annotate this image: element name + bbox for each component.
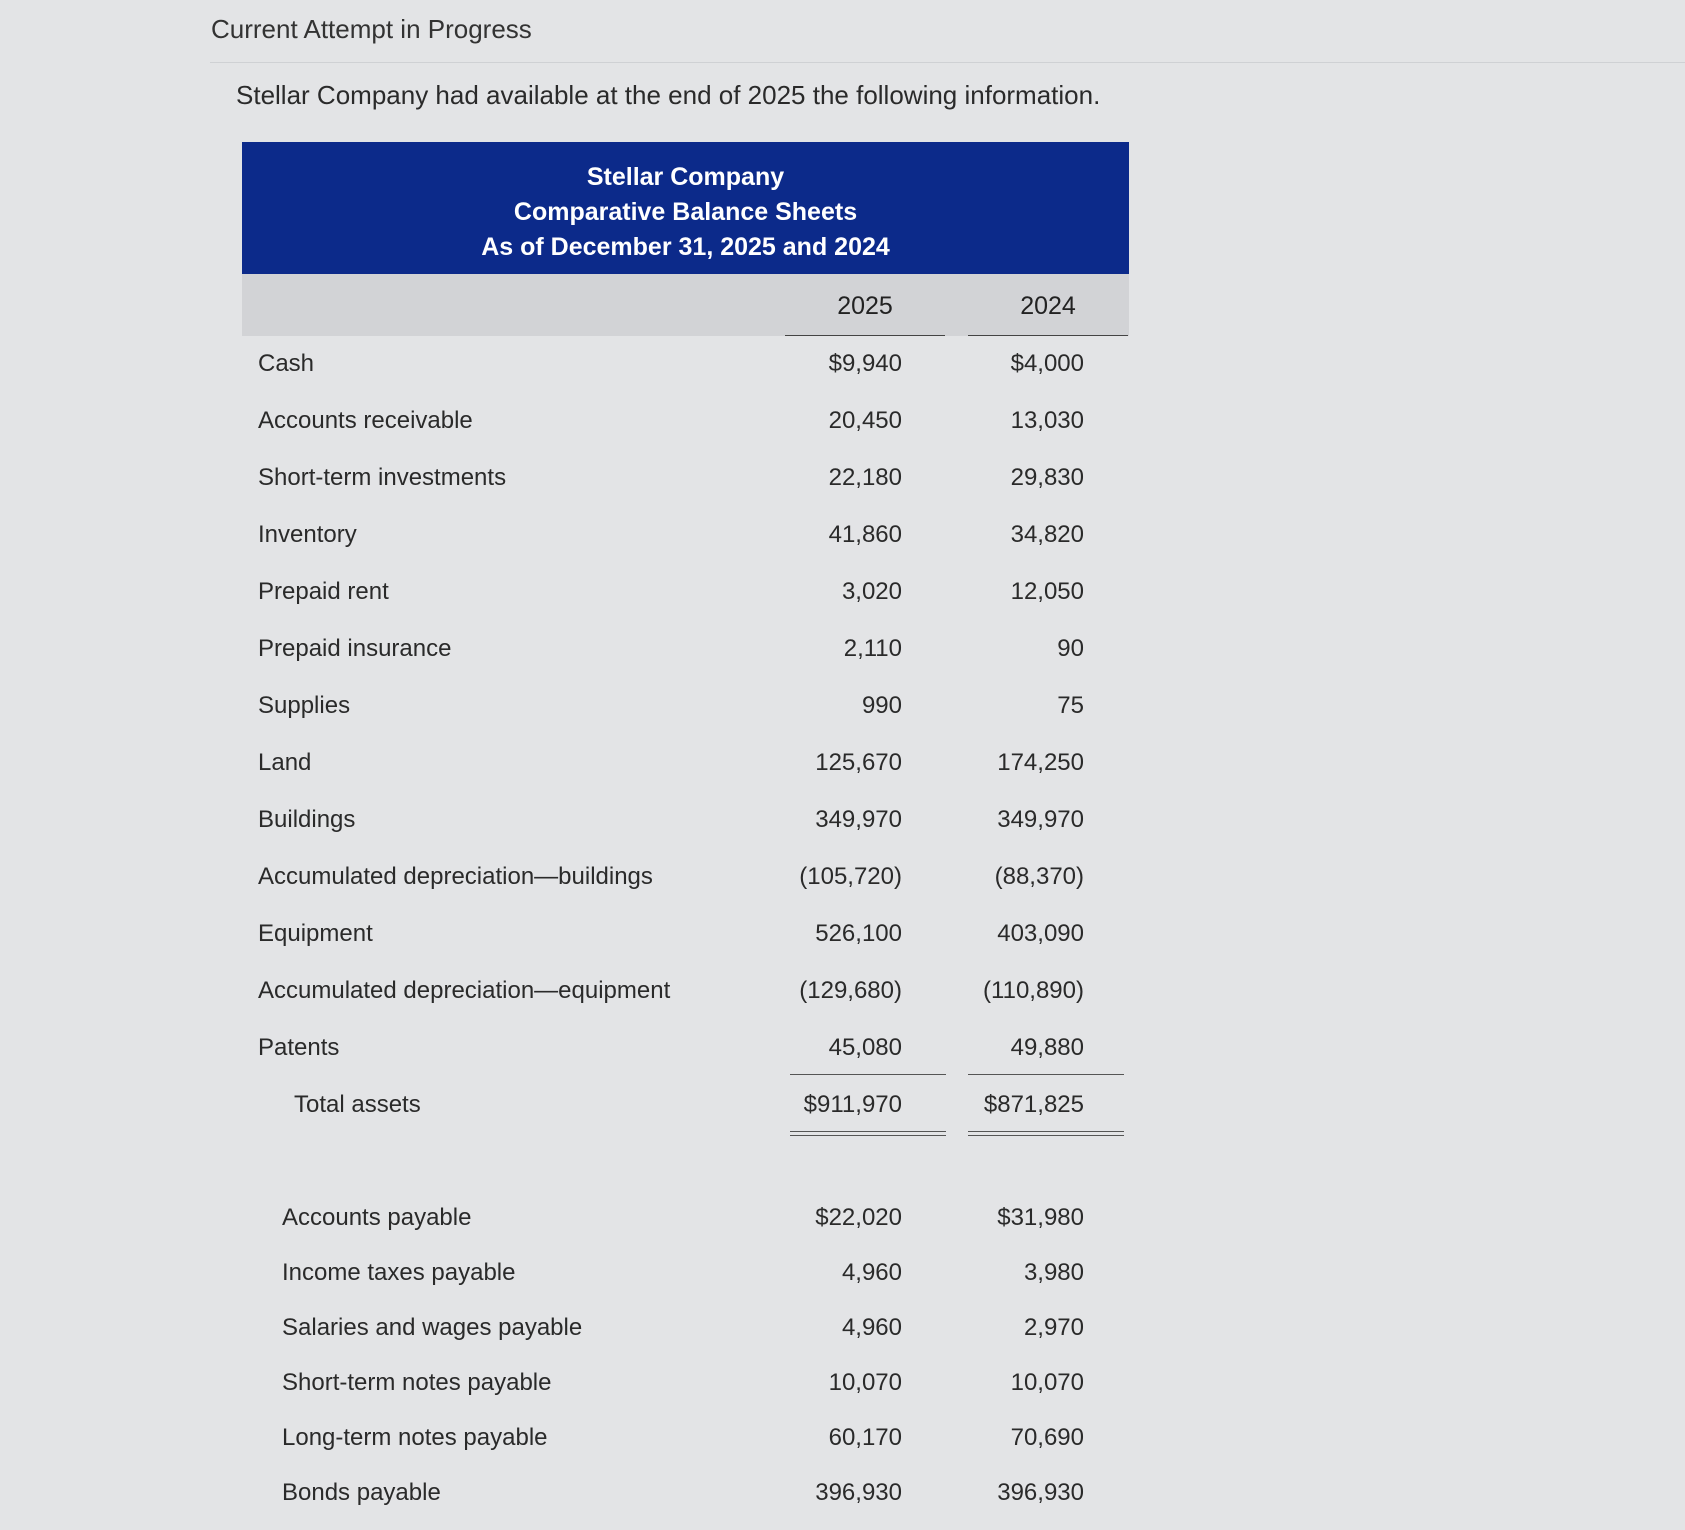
value-2025: 41,860 (828, 521, 902, 548)
value-2024: 2,970 (1023, 1314, 1084, 1341)
value-2024: 3,980 (1023, 1259, 1084, 1286)
value-2025: 45,080 (828, 1034, 902, 1061)
value-2025: 60,170 (828, 1424, 902, 1451)
double-rule (790, 1135, 946, 1136)
row-label: Inventory (258, 521, 357, 548)
value-2025: 526,100 (815, 920, 902, 947)
value-2024: 49,880 (1010, 1034, 1084, 1061)
value-2024: 396,930 (997, 1479, 1084, 1506)
question-intro-text: Stellar Company had available at the end of 2025 the following information. (236, 80, 1101, 110)
row-label: Cash (258, 350, 315, 377)
table-row (242, 735, 1129, 792)
table-row (242, 507, 1129, 564)
row-label: Prepaid rent (258, 578, 389, 605)
liabilities-section (242, 1190, 1129, 1520)
column-header-2025: 2025 (837, 292, 893, 320)
value-2024: 403,090 (997, 920, 1084, 947)
value-2024: 29,830 (1010, 464, 1084, 491)
value-2024: 13,030 (1010, 407, 1084, 434)
row-label: Long-term notes payable (282, 1424, 548, 1451)
table-row (242, 963, 1129, 1020)
value-2024: 12,050 (1010, 578, 1084, 605)
value-2024: 90 (1057, 635, 1084, 662)
value-2025: (105,720) (799, 863, 902, 890)
row-label: Land (258, 749, 312, 776)
value-2024: $31,980 (997, 1204, 1084, 1231)
value-2025: 396,930 (815, 1479, 902, 1506)
row-label: Accumulated depreciation—buildings (258, 863, 653, 890)
table-row (242, 393, 1129, 450)
attempt-status-label: Current Attempt in Progress (211, 14, 532, 44)
row-label: Short-term notes payable (282, 1369, 552, 1396)
table-row (242, 450, 1129, 507)
statement-date: As of December 31, 2025 and 2024 (481, 233, 890, 261)
table-row (242, 621, 1129, 678)
value-2025: 4,960 (841, 1259, 902, 1286)
value-2025: 10,070 (828, 1369, 902, 1396)
table-row (242, 1020, 1129, 1077)
value-2024: 174,250 (997, 749, 1084, 776)
value-2024: 70,690 (1010, 1424, 1084, 1451)
value-2025: (129,680) (799, 977, 902, 1004)
value-2024: 75 (1057, 692, 1084, 719)
row-label: Buildings (258, 806, 356, 833)
value-2025: 4,960 (841, 1314, 902, 1341)
value-2025: $9,940 (828, 350, 902, 377)
table-row (242, 678, 1129, 735)
table-row (242, 1410, 1129, 1465)
row-label: Accounts receivable (258, 407, 473, 434)
table-row (242, 792, 1129, 849)
company-name: Stellar Company (586, 163, 785, 191)
value-2025: 990 (861, 692, 902, 719)
balance-sheet-header (242, 142, 1129, 274)
row-label: Prepaid insurance (258, 635, 452, 662)
value-2024: (88,370) (994, 863, 1084, 890)
value-2024: 10,070 (1010, 1369, 1084, 1396)
subtotal-rule (790, 1074, 946, 1075)
row-label: Bonds payable (282, 1479, 441, 1506)
table-row (242, 1465, 1129, 1520)
table-row (242, 906, 1129, 963)
row-label: Salaries and wages payable (282, 1314, 583, 1341)
value-2024: 349,970 (997, 806, 1084, 833)
value-2025: 22,180 (828, 464, 902, 491)
row-label: Total assets (294, 1091, 421, 1118)
value-2024: 34,820 (1010, 521, 1084, 548)
column-header-2024: 2024 (1020, 292, 1076, 320)
total-assets-row (242, 1077, 1129, 1134)
statement-title: Comparative Balance Sheets (513, 198, 858, 226)
value-2025: 20,450 (828, 407, 902, 434)
table-row (242, 1300, 1129, 1355)
row-label: Accounts payable (282, 1204, 472, 1231)
value-2025: $22,020 (815, 1204, 902, 1231)
row-label: Equipment (258, 920, 373, 947)
row-label: Patents (258, 1034, 340, 1061)
table-row (242, 336, 1129, 393)
row-label: Accumulated depreciation—equipment (258, 977, 671, 1004)
table-row (242, 849, 1129, 906)
header-divider (210, 62, 1685, 63)
value-2025: 125,670 (815, 749, 902, 776)
balance-sheet-table (242, 142, 1129, 1520)
value-2025: 349,970 (815, 806, 902, 833)
assets-section (242, 336, 1129, 1134)
table-row (242, 1245, 1129, 1300)
value-2024: $4,000 (1010, 350, 1084, 377)
value-2025: 2,110 (843, 635, 902, 662)
value-2025: 3,020 (841, 578, 902, 605)
column-header-row (242, 274, 1129, 336)
table-row (242, 1190, 1129, 1245)
subtotal-rule (968, 1074, 1124, 1075)
row-label: Short-term investments (258, 464, 507, 491)
row-label: Income taxes payable (282, 1259, 516, 1286)
row-label: Supplies (258, 692, 351, 719)
value-2025: $911,970 (803, 1091, 902, 1118)
table-row (242, 1355, 1129, 1410)
double-rule (968, 1135, 1124, 1136)
section-gap (242, 1134, 1129, 1190)
value-2024: (110,890) (983, 977, 1084, 1004)
value-2024: $871,825 (983, 1091, 1084, 1118)
double-rule (968, 1131, 1124, 1132)
table-row (242, 564, 1129, 621)
double-rule (790, 1131, 946, 1132)
